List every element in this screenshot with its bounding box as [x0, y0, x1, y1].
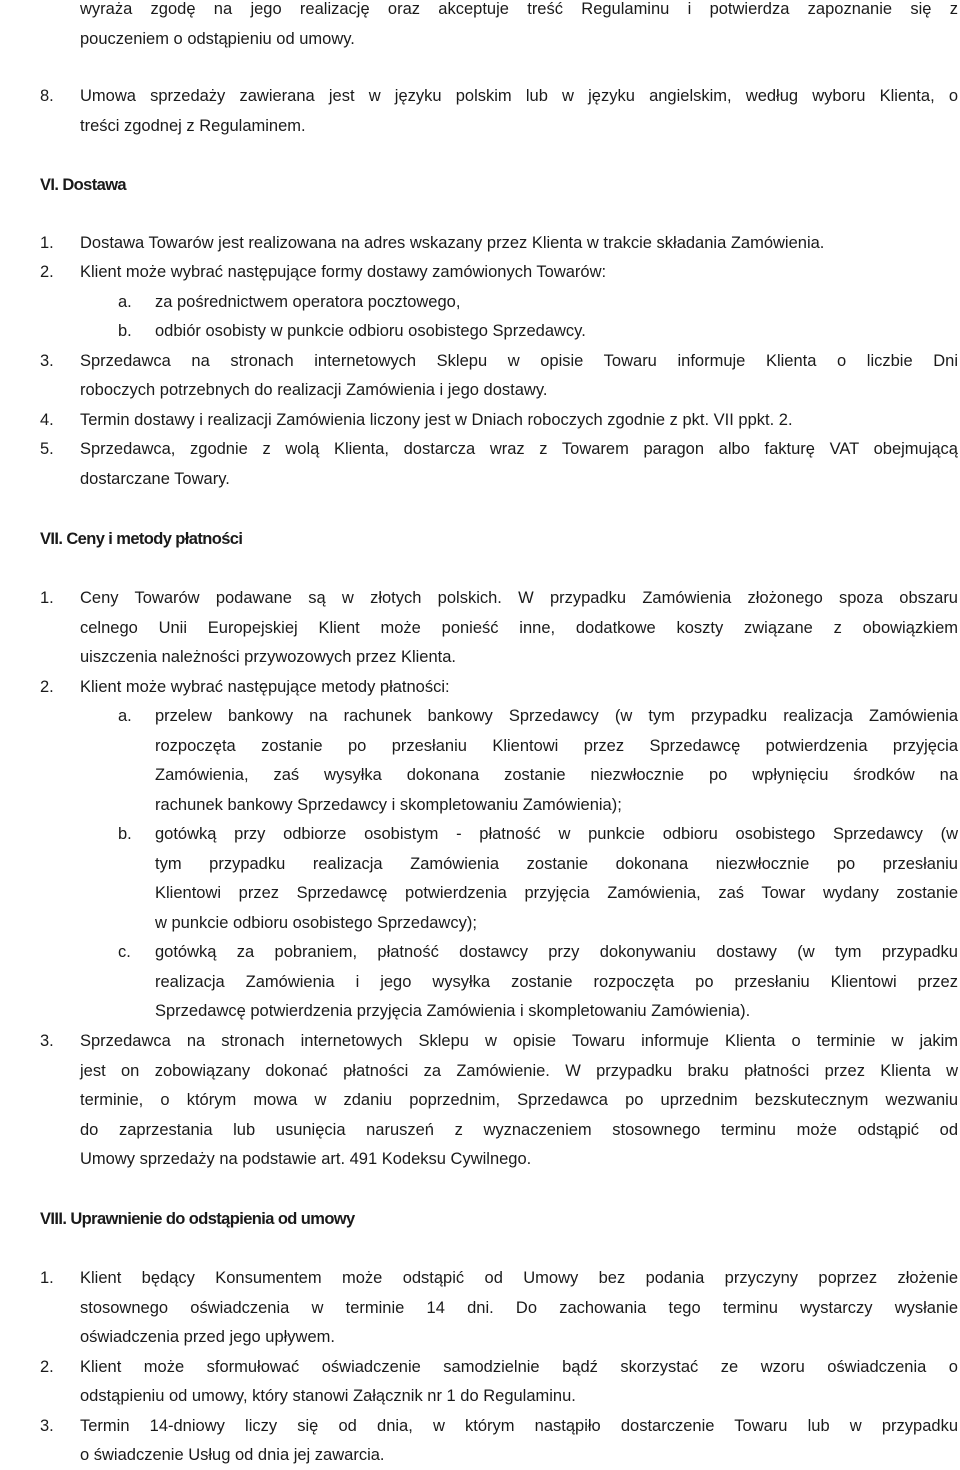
paragraph-line: odstąpieniu od umowy, który stanowi Załącznik nr 1 do Regulaminu. [80, 1387, 576, 1405]
paragraph-line: Sprzedawca, zgodnie z wolą Klienta, dostarcza wraz z Towarem paragon albo fakturę VAT obejmującą [80, 440, 958, 458]
paragraph-line: Ceny Towarów podawane są w złotych polskich. W przypadku Zamówienia złożonego spoza obszaru [80, 589, 958, 607]
paragraph-line: Zamówienia, zaś wysyłka dokonana zostanie niezwłocznie po wpłynięciu środków na [155, 766, 958, 784]
list-number: 3. [40, 1032, 54, 1050]
sublist-letter: a. [118, 707, 132, 725]
sublist-letter: b. [118, 322, 132, 340]
list-number: 1. [40, 1269, 54, 1287]
paragraph-line: gotówką za pobraniem, płatność dostawcy przy dokonywaniu dostawy (w tym przypadku [155, 943, 958, 961]
sublist-letter: c. [118, 943, 131, 961]
list-number: 8. [40, 87, 54, 105]
section-heading-odstapienie: VIII. Uprawnienie do odstąpienia od umowy [40, 1210, 355, 1228]
list-item: Termin dostawy i realizacji Zamówienia liczony jest w Dniach roboczych zgodnie z pkt. VII ppkt. 2. [80, 411, 793, 429]
paragraph-line: tym przypadku realizacja Zamówienia zostanie dokonana niezwłocznie po przesłaniu [155, 855, 958, 873]
list-item: Klient może wybrać następujące metody płatności: [80, 678, 450, 696]
list-number: 2. [40, 1358, 54, 1376]
paragraph-line: oświadczenia przed jego upływem. [80, 1328, 335, 1346]
paragraph-line: Klient może sformułować oświadczenie samodzielnie bądź skorzystać ze wzoru oświadczenia o [80, 1358, 958, 1376]
section-heading-ceny: VII. Ceny i metody płatności [40, 530, 243, 548]
sublist-letter: b. [118, 825, 132, 843]
list-item: Dostawa Towarów jest realizowana na adres wskazany przez Klienta w trakcie składania Zamówienia. [80, 234, 825, 252]
paragraph-line: Klientowi przez Sprzedawcę potwierdzenia przyjęcia Zamówienia, zaś Towar wydany zostanie [155, 884, 958, 902]
paragraph-line: Klient będący Konsumentem może odstąpić od Umowy bez podania przyczyny poprzez złożenie [80, 1269, 958, 1287]
list-number: 1. [40, 234, 54, 252]
paragraph-line: Sprzedawca na stronach internetowych Sklepu w opisie Towaru informuje Klienta o liczbie Dni [80, 352, 958, 370]
paragraph-line: realizacja Zamówienia i jego wysyłka zostanie rozpoczęta po przesłaniu Klientowi przez [155, 973, 958, 991]
paragraph-line: przelew bankowy na rachunek bankowy Sprzedawcy (w tym przypadku realizacja Zamówienia [155, 707, 958, 725]
paragraph-line: uiszczenia należności przywozowych przez Klienta. [80, 648, 457, 666]
list-number: 1. [40, 589, 54, 607]
paragraph-line: pouczeniem o odstąpieniu od umowy. [80, 30, 355, 48]
list-number: 3. [40, 1417, 54, 1435]
paragraph-line: terminie, o którym mowa w zdaniu poprzednim, Sprzedawca po uprzednim bezskutecznym wezwaniu [80, 1091, 958, 1109]
list-number: 5. [40, 440, 54, 458]
paragraph-line: do zaprzestania lub usunięcia naruszeń z wyznaczeniem stosownego terminu może odstąpić od [80, 1121, 958, 1139]
sublist-item: odbiór osobisty w punkcie odbioru osobistego Sprzedawcy. [155, 322, 586, 340]
paragraph-line: treści zgodnej z Regulaminem. [80, 117, 306, 135]
paragraph-line: jest on zobowiązany dokonać płatności za Zamówienie. W przypadku braku płatności przez Klienta w [80, 1062, 958, 1080]
paragraph-line: gotówką przy odbiorze osobistym - płatność w punkcie odbioru osobistego Sprzedawcy (w [155, 825, 958, 843]
paragraph-line: stosownego oświadczenia w terminie 14 dni. Do zachowania tego terminu wystarczy wysłanie [80, 1299, 958, 1317]
paragraph-line: o świadczenie Usług od dnia jej zawarcia. [80, 1446, 385, 1464]
sublist-letter: a. [118, 293, 132, 311]
paragraph-line: Umowa sprzedaży zawierana jest w języku polskim lub w języku angielskim, według wyboru Klienta, o [80, 87, 958, 105]
list-number: 3. [40, 352, 54, 370]
paragraph-line: Termin 14-dniowy liczy się od dnia, w którym nastąpiło dostarczenie Towaru lub w przypadku [80, 1417, 958, 1435]
section-heading-dostawa: VI. Dostawa [40, 176, 127, 194]
list-number: 2. [40, 263, 54, 281]
paragraph-line: roboczych potrzebnych do realizacji Zamówienia i jego dostawy. [80, 381, 548, 399]
paragraph-line: Umowy sprzedaży na podstawie art. 491 Kodeksu Cywilnego. [80, 1150, 532, 1168]
paragraph-line: rozpoczęta zostanie po przesłaniu Klientowi przez Sprzedawcę potwierdzenia przyjęcia [155, 737, 958, 755]
paragraph-line: dostarczane Towary. [80, 470, 230, 488]
paragraph-line: wyraża zgodę na jego realizację oraz akceptuje treść Regulaminu i potwierdza zapoznanie się z [80, 0, 958, 18]
paragraph-line: Sprzedawcę potwierdzenia przyjęcia Zamówienia i skompletowaniu Zamówienia). [155, 1002, 751, 1020]
list-number: 4. [40, 411, 54, 429]
list-item: Klient może wybrać następujące formy dostawy zamówionych Towarów: [80, 263, 607, 281]
paragraph-line: w punkcie odbioru osobistego Sprzedawcy); [155, 914, 477, 932]
sublist-item: za pośrednictwem operatora pocztowego, [155, 293, 461, 311]
list-number: 2. [40, 678, 54, 696]
paragraph-line: rachunek bankowy Sprzedawcy i skompletowaniu Zamówienia); [155, 796, 622, 814]
paragraph-line: celnego Unii Europejskiej Klient może ponieść inne, dodatkowe koszty związane z obowiązkiem [80, 619, 958, 637]
paragraph-line: Sprzedawca na stronach internetowych Sklepu w opisie Towaru informuje Klienta o terminie w jakim [80, 1032, 958, 1050]
